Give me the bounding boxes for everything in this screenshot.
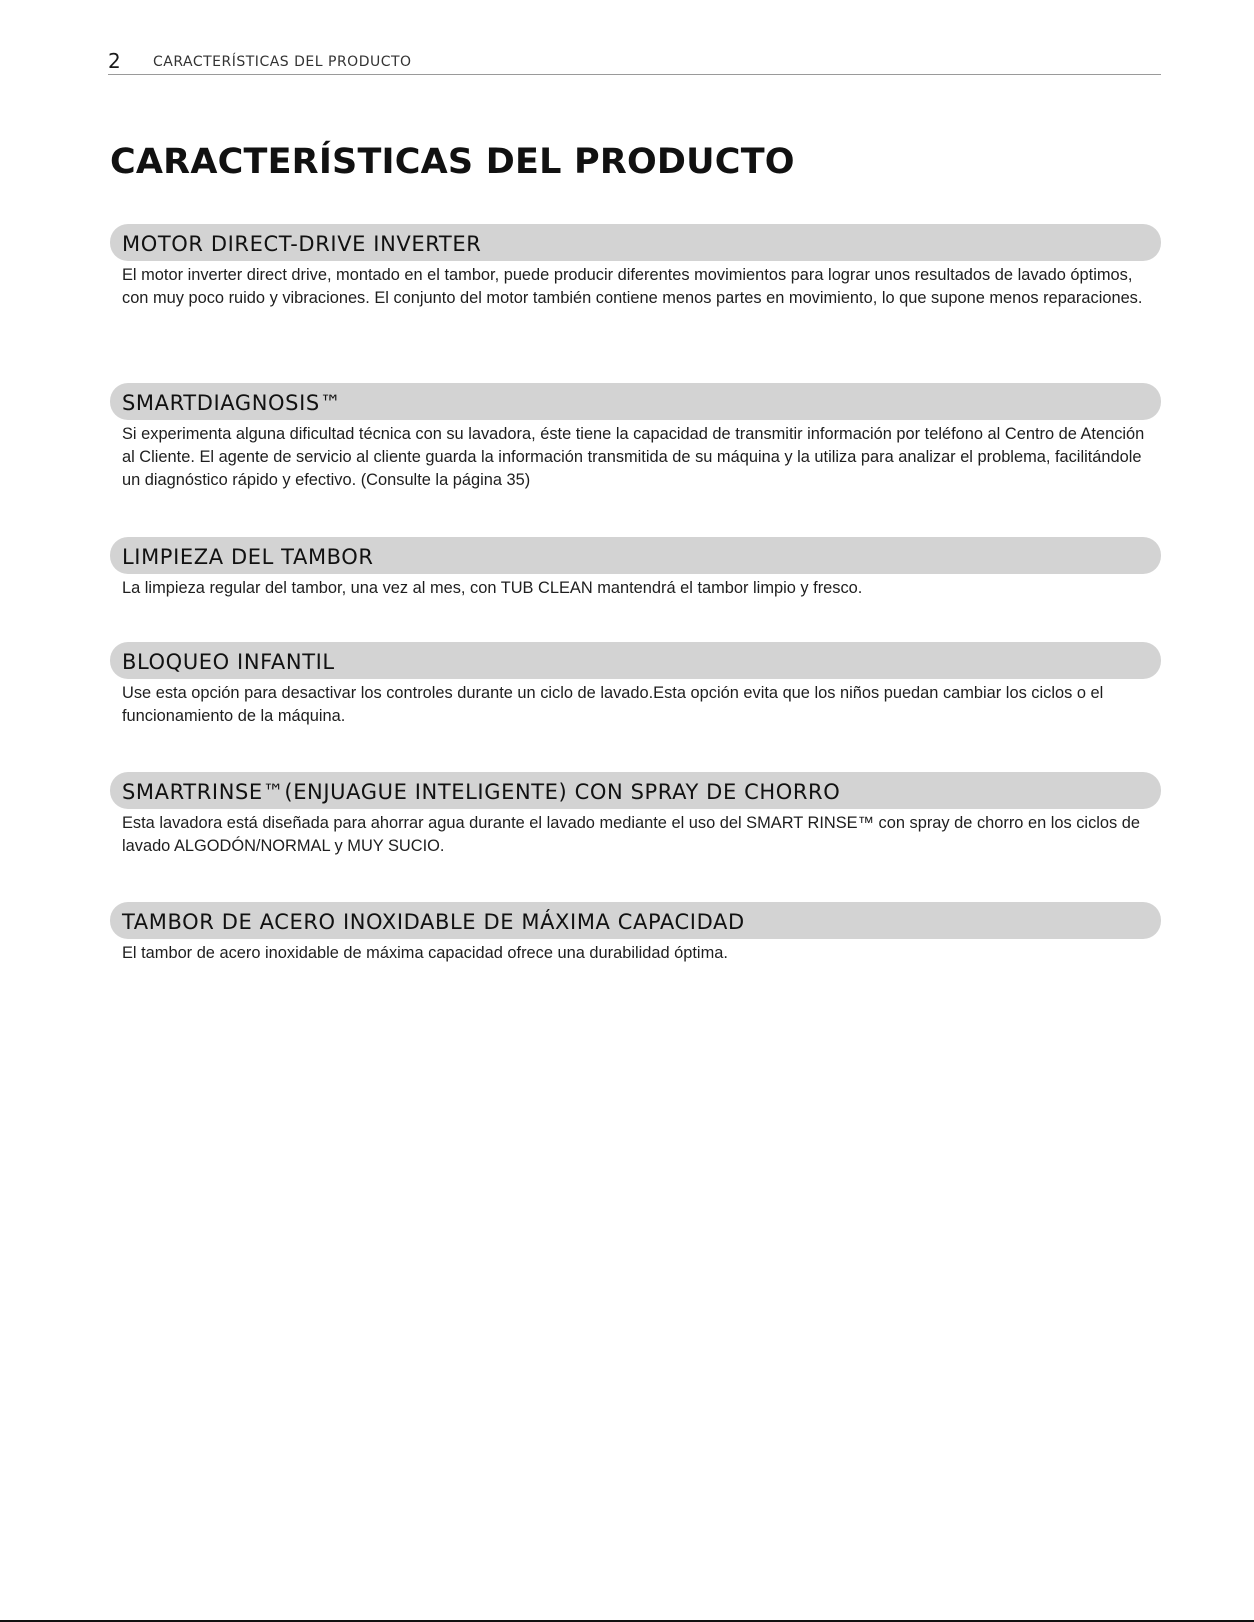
page-title: CARACTERÍSTICAS DEL PRODUCTO [110,142,795,182]
section-heading-bar [110,772,1161,809]
section-body: Esta lavadora está diseñada para ahorrar agua durante el lavado mediante el uso del SMART RINSE™ con spray de chorro en los ciclos de lavado ALGODÓN/NORMAL y MUY SUCIO. [122,814,1141,855]
section-body: La limpieza regular del tambor, una vez al mes, con TUB CLEAN mantendrá el tambor limpio y fresco. [122,579,863,597]
running-header-title: CARACTERÍSTICAS DEL PRODUCTO [153,54,412,70]
section-heading: MOTOR DIRECT-DRIVE INVERTER [122,232,482,256]
section-heading-bar [110,383,1161,420]
page-number: 2 [108,49,121,73]
section-bloqueo-infantil [110,642,1161,728]
section-heading: LIMPIEZA DEL TAMBOR [122,545,374,569]
section-heading: BLOQUEO INFANTIL [122,650,335,674]
section-body: El motor inverter direct drive, montado en el tambor, puede producir diferentes movimientos para lograr unos resultados de lavado óptimos, con muy poco ruido y vibraciones. El conjunto del motor también contiene menos partes en movimiento, lo que supone menos reparaciones. [122,266,1143,307]
section-heading: SMARTRINSE™(ENJUAGUE INTELIGENTE) CON SPRAY DE CHORRO [122,780,841,804]
section-heading: SMARTDIAGNOSIS™ [122,391,342,415]
section-heading: TAMBOR DE ACERO INOXIDABLE DE MÁXIMA CAPACIDAD [122,910,745,934]
section-body: El tambor de acero inoxidable de máxima capacidad ofrece una durabilidad óptima. [122,944,728,962]
running-header [108,50,1161,75]
section-motor-direct-drive [110,224,1161,310]
section-body: Si experimenta alguna dificultad técnica con su lavadora, éste tiene la capacidad de transmitir información por teléfono al Centro de Atención al Cliente. El agente de servicio al cliente guarda la información transmitida de su máquina y la utiliza para analizar el problema, facilitándole un diagnóstico rápido y efectivo. (Consulte la página 35) [122,425,1145,489]
section-tambor-acero-inoxidable [110,902,1161,965]
section-body: Use esta opción para desactivar los controles durante un ciclo de lavado.Esta opción evita que los niños puedan cambiar los ciclos o el funcionamiento de la máquina. [122,684,1104,725]
section-heading-bar [110,902,1161,939]
section-smartrinse [110,772,1161,858]
section-limpieza-del-tambor [110,537,1161,600]
section-heading-bar [110,642,1161,679]
section-heading-bar [110,224,1161,261]
section-smartdiagnosis [110,383,1161,492]
section-heading-bar [110,537,1161,574]
